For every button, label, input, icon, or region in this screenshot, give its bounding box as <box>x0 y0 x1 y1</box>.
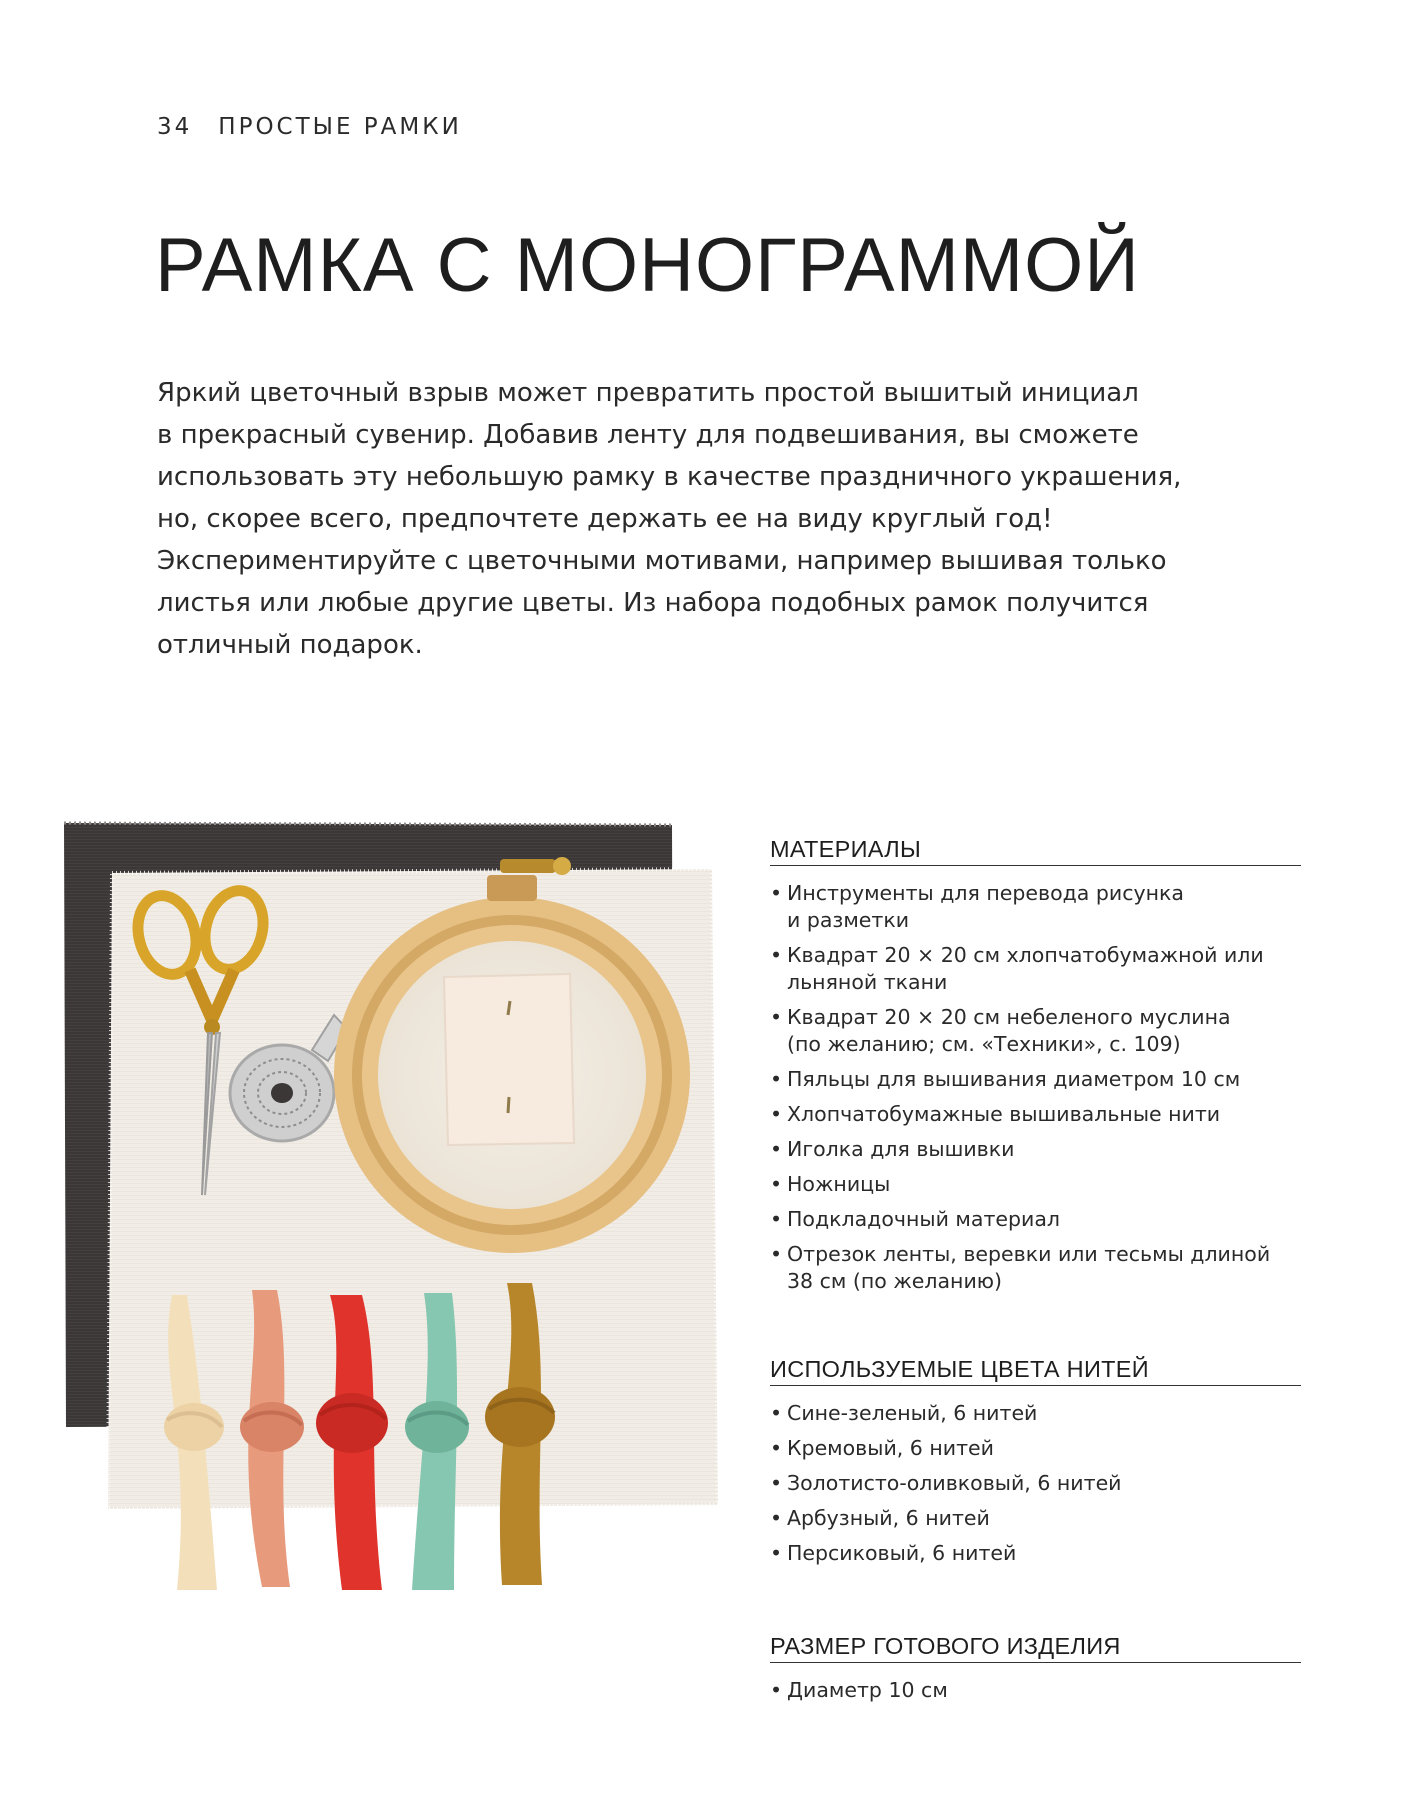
intro-line: использовать эту небольшую рамку в качестве праздничного украшения, <box>157 462 1182 492</box>
list-item: • Отрезок ленты, веревки или тесьмы длиной 38 см (по желанию) <box>770 1241 1330 1295</box>
materials-photo <box>62 815 726 1615</box>
thread-colors-list <box>770 1400 1330 1575</box>
intro-line: Экспериментируйте с цветочными мотивами, например вышивая только <box>157 546 1167 576</box>
page-number: 34 <box>157 114 193 140</box>
list-item: • Персиковый, 6 нитей <box>770 1540 1330 1567</box>
list-item: • Квадрат 20 × 20 см хлопчатобумажной или льняной ткани <box>770 942 1330 996</box>
materials-heading: МАТЕРИАЛЫ <box>770 836 1301 866</box>
page-title: РАМКА С МОНОГРАММОЙ <box>155 223 1140 308</box>
intro-paragraph <box>157 372 1307 666</box>
list-item: • Пяльцы для вышивания диаметром 10 см <box>770 1066 1330 1093</box>
list-item: • Арбузный, 6 нитей <box>770 1505 1330 1532</box>
list-item: • Сине-зеленый, 6 нитей <box>770 1400 1330 1427</box>
running-header <box>157 114 462 140</box>
intro-line: в прекрасный сувенир. Добавив ленту для подвешивания, вы сможете <box>157 420 1139 450</box>
list-item: • Хлопчатобумажные вышивальные нити <box>770 1101 1330 1128</box>
finished-size-list <box>770 1677 1330 1712</box>
list-item: • Инструменты для перевода рисунка и разметки <box>770 880 1330 934</box>
list-item: • Диаметр 10 см <box>770 1677 1330 1704</box>
list-item: • Золотисто-оливковый, 6 нитей <box>770 1470 1330 1497</box>
finished-size-heading: РАЗМЕР ГОТОВОГО ИЗДЕЛИЯ <box>770 1633 1301 1663</box>
list-item: • Квадрат 20 × 20 см небеленого муслина (по желанию; см. «Техники», с. 109) <box>770 1004 1330 1058</box>
list-item: • Иголка для вышивки <box>770 1136 1330 1163</box>
intro-line: Яркий цветочный взрыв может превратить простой вышитый инициал <box>157 378 1139 408</box>
felt-card-with-needle <box>444 974 574 1145</box>
thread-colors-heading: ИСПОЛЬЗУЕМЫЕ ЦВЕТА НИТЕЙ <box>770 1356 1301 1386</box>
list-item: • Подкладочный материал <box>770 1206 1330 1233</box>
running-section-title: ПРОСТЫЕ РАМКИ <box>218 114 462 140</box>
intro-line: отличный подарок. <box>157 630 423 660</box>
list-item: • Кремовый, 6 нитей <box>770 1435 1330 1462</box>
materials-list <box>770 880 1330 1303</box>
intro-line: но, скорее всего, предпочтете держать ее на виду круглый год! <box>157 504 1053 534</box>
list-item: • Ножницы <box>770 1171 1330 1198</box>
intro-line: листья или любые другие цветы. Из набора подобных рамок получится <box>157 588 1149 618</box>
